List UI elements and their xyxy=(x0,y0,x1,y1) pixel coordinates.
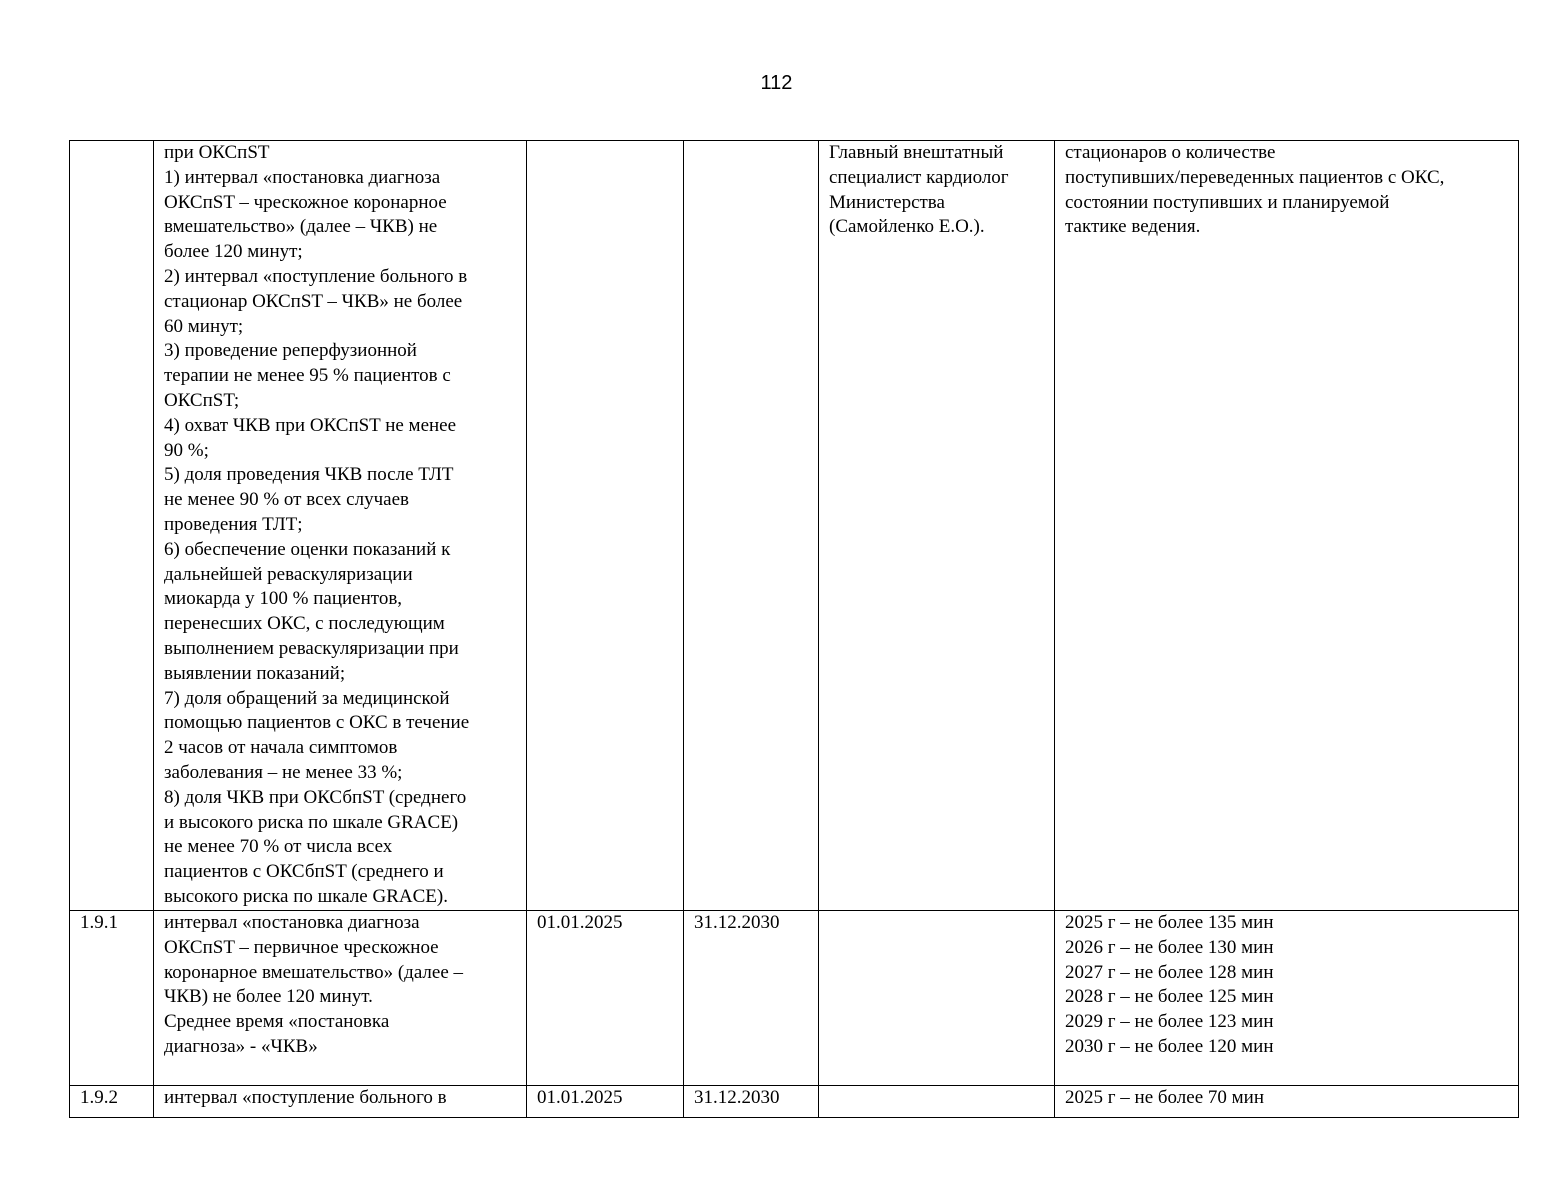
text-line: тактике ведения. xyxy=(1065,216,1201,238)
text-line: терапии не менее 95 % пациентов с xyxy=(164,365,451,387)
text-line: Среднее время «постановка xyxy=(164,1011,390,1033)
end-date-cell xyxy=(684,141,819,911)
start-date-cell xyxy=(527,141,684,911)
text-line: 2028 г – не более 125 мин xyxy=(1065,986,1274,1008)
text-line: проведения ТЛТ; xyxy=(164,513,303,535)
measure-text-cell xyxy=(154,141,527,911)
text-line: выявлении показаний; xyxy=(164,662,346,684)
text-line: состоянии поступивших и планируемой xyxy=(1065,191,1390,213)
text-line: коронарное вмешательство» (далее – xyxy=(164,961,464,983)
start-date-cell: 01.01.2025 xyxy=(527,911,684,1086)
text-line: 4) охват ЧКВ при ОКСпST не менее xyxy=(164,414,457,436)
text-line: и высокого риска по шкале GRACE) xyxy=(164,811,459,833)
text-line: стационаров о количестве xyxy=(1065,142,1276,163)
responsible-cell xyxy=(819,911,1055,1086)
text-line: не менее 90 % от всех случаев xyxy=(164,489,409,511)
text-line: миокарда у 100 % пациентов, xyxy=(164,588,403,610)
text-line: 60 минут; xyxy=(164,315,244,337)
page-number: 112 xyxy=(760,72,793,94)
text-line: 90 %; xyxy=(164,439,209,461)
text-line: 2) интервал «поступление больного в xyxy=(164,265,468,287)
text-line: интервал «постановка диагноза xyxy=(164,912,420,933)
row-number-cell xyxy=(70,141,154,911)
text-line: высокого риска по шкале GRACE). xyxy=(164,885,448,907)
text-line: (Самойленко Е.О.). xyxy=(829,216,985,238)
text-line: заболевания – не менее 33 %; xyxy=(164,761,403,783)
text-line: 2026 г – не более 130 мин xyxy=(1065,936,1274,958)
text-line: 2029 г – не более 123 мин xyxy=(1065,1011,1274,1033)
text-line: ОКСпST; xyxy=(164,389,240,411)
text-line: 8) доля ЧКВ при ОКСбпST (среднего xyxy=(164,786,467,808)
text-line: 2025 г – не более 70 мин xyxy=(1065,1087,1265,1108)
text-line: пациентов с ОКСбпST (среднего и xyxy=(164,861,444,883)
table-row xyxy=(70,1086,1519,1118)
end-date-cell: 31.12.2030 xyxy=(684,911,819,1086)
end-date-cell: 31.12.2030 xyxy=(684,1086,819,1118)
result-cell xyxy=(1055,1086,1519,1118)
result-cell xyxy=(1055,911,1519,1086)
text-line: помощью пациентов с ОКС в течение xyxy=(164,712,470,734)
text-line: Главный внештатный xyxy=(829,142,1004,163)
text-line: 5) доля проведения ЧКВ после ТЛТ xyxy=(164,464,454,486)
text-line: поступивших/переведенных пациентов с ОКС, xyxy=(1065,166,1445,188)
text-line: 7) доля обращений за медицинской xyxy=(164,687,450,709)
text-line: не менее 70 % от числа всех xyxy=(164,836,393,858)
text-line: дальнейшей реваскуляризации xyxy=(164,563,413,585)
text-line: вмешательство» (далее – ЧКВ) не xyxy=(164,216,438,238)
text-line: ОКСпST – чрескожное коронарное xyxy=(164,191,447,213)
table-row xyxy=(70,141,1519,911)
responsible-cell xyxy=(819,1086,1055,1118)
measure-text-cell xyxy=(154,911,527,1086)
text-line: 3) проведение реперфузионной xyxy=(164,340,417,362)
text-line: перенесших ОКС, с последующим xyxy=(164,613,445,635)
text-line: ОКСпST – первичное чрескожное xyxy=(164,936,439,958)
text-line: выполнением реваскуляризации при xyxy=(164,637,459,659)
text-line: стационар ОКСпST – ЧКВ» не более xyxy=(164,290,463,312)
responsible-cell xyxy=(819,141,1055,911)
text-line: Министерства xyxy=(829,191,945,213)
text-line: 2 часов от начала симптомов xyxy=(164,737,398,759)
start-date-cell: 01.01.2025 xyxy=(527,1086,684,1118)
row-number-cell: 1.9.1 xyxy=(70,911,154,1086)
text-line: 6) обеспечение оценки показаний к xyxy=(164,538,451,560)
text-line: специалист кардиолог xyxy=(829,166,1009,188)
text-line: 1) интервал «постановка диагноза xyxy=(164,166,441,188)
result-cell xyxy=(1055,141,1519,911)
text-line: интервал «поступление больного в xyxy=(164,1087,447,1108)
measures-table xyxy=(69,140,1519,1118)
text-line: ЧКВ) не более 120 минут. xyxy=(164,986,373,1008)
table-row xyxy=(70,911,1519,1086)
measure-text-cell xyxy=(154,1086,527,1118)
text-line: более 120 минут; xyxy=(164,241,303,263)
text-line: 2030 г – не более 120 мин xyxy=(1065,1035,1274,1057)
row-number-cell: 1.9.2 xyxy=(70,1086,154,1118)
text-line: диагноза» - «ЧКВ» xyxy=(164,1035,318,1057)
text-line: 2025 г – не более 135 мин xyxy=(1065,912,1274,933)
text-line: при ОКСпST xyxy=(164,142,270,163)
text-line: 2027 г – не более 128 мин xyxy=(1065,961,1274,983)
